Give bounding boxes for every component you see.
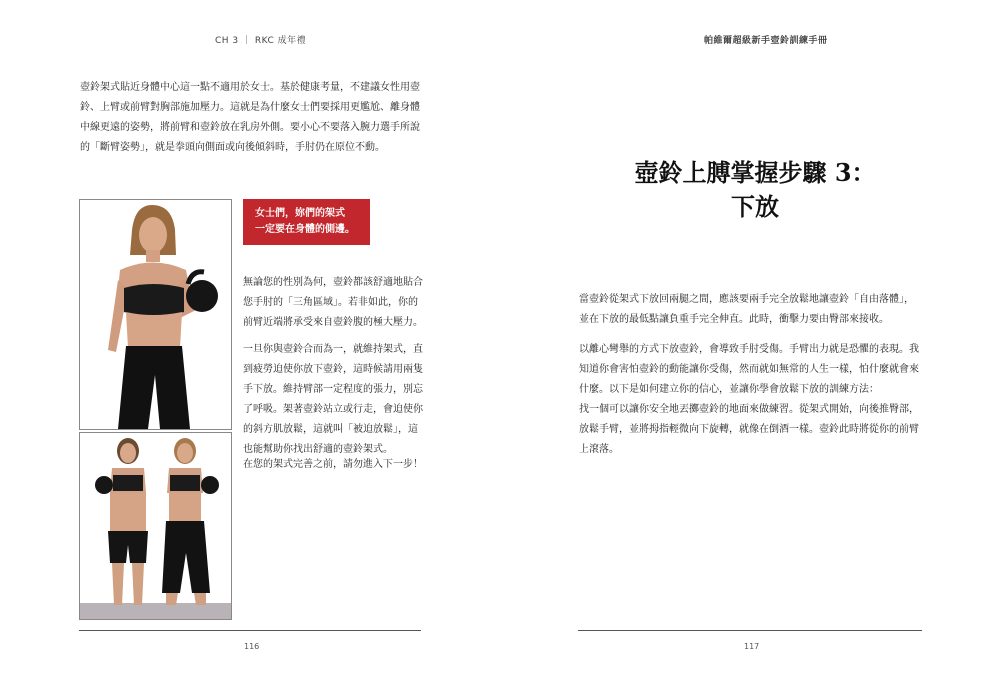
page-number: 117 [744, 642, 760, 651]
woman-racking-kettlebell-image [80, 200, 231, 429]
title-line: 下放 [731, 192, 779, 221]
text-line: 的斜方肌放鬆，這就叫「被迫放鬆」，這 [243, 424, 418, 435]
callout-line: 一定要在身體的側邊。 [255, 224, 355, 235]
two-women-photo [79, 432, 232, 620]
footer-rule [578, 630, 922, 631]
text-line: 以離心彎舉的方式下放壺鈴，會導致手肘受傷。手臂出力就是恐懼的表現。我 [579, 344, 919, 355]
text-line: 並在下放的最低點讓負重手完全伸直。此時，衝擊力要由臀部來接收。 [579, 314, 889, 325]
running-head: 帕維爾超級新手壺鈴訓練手冊 [704, 36, 828, 46]
callout-box [243, 199, 370, 245]
two-women-kettlebell-image [80, 433, 231, 619]
text-line: 壺鈴架式貼近身體中心這一點不適用於女士。基於健康考量，不建議女性用壺 [80, 82, 420, 93]
text-line: 在您的架式完善之前，請勿進入下一步！ [243, 459, 423, 470]
text-line: 前臂近端將承受來自壺鈴腹的極大壓力。 [243, 317, 423, 328]
text-line: 什麼。以下是如何建立你的信心，並讓你學會放鬆下放的訓練方法： [579, 384, 879, 395]
side-paragraph-2 [243, 340, 425, 460]
text-line: 一旦你與壺鈴合而為一，就維持架式，直 [243, 344, 423, 355]
kettlebell-rack-photo [79, 199, 232, 430]
text-line: 當壺鈴從架式下放回兩腿之間，應該要兩手完全放鬆地讓壺鈴「自由落體」， [579, 294, 914, 305]
intro-paragraph [80, 78, 425, 158]
text-line: 手下放。維持臂部一定程度的張力，別忘 [243, 384, 423, 395]
text-line: 也能幫助你找出舒適的壺鈴架式。 [243, 444, 393, 455]
text-line: 到疲勞迫使你放下壺鈴，這時候請用兩隻 [243, 364, 423, 375]
text-line: 上滾落。 [579, 444, 619, 455]
title-line: 壺鈴上膊掌握步驟 3： [634, 158, 876, 187]
footer-rule [79, 630, 421, 631]
side-paragraph-3 [243, 455, 425, 475]
right-page [500, 0, 1000, 684]
text-line: 中線更遠的姿勢，將前臂和壺鈴放在乳房外側。要小心不要落入腕力選手所說 [80, 122, 420, 133]
side-paragraph-1 [243, 273, 425, 333]
text-line: 鈴、上臂或前臂對胸部施加壓力。這就是為什麼女士們要採用更尷尬、離身體 [80, 102, 420, 113]
callout-line: 女士們，妳們的架式 [255, 208, 345, 219]
text-line: 了呼吸。架著壺鈴站立或行走，會迫使你 [243, 404, 423, 415]
paragraph-1 [579, 290, 924, 330]
text-line: 的「斷臂姿勢」，就是拳頭向側面或向後傾斜時，手肘仍在原位不動。 [80, 142, 385, 153]
text-line: 您手肘的「三角區域」。若非如此，你的 [243, 297, 418, 308]
text-line: 知道你會害怕壺鈴的動能讓你受傷，然而就如無常的人生一樣，怕什麼就會來 [579, 364, 919, 375]
text-line: 無論您的性別為何，壺鈴都該舒適地貼合 [243, 277, 423, 288]
page-number: 116 [244, 642, 260, 651]
text-line: 找一個可以讓你安全地丟擲壺鈴的地面來做練習。從架式開始，向後推臀部， [579, 404, 919, 415]
text-line: 放鬆手臂，並將拇指輕微向下旋轉，就像在倒酒一樣。壺鈴此時將從你的前臂 [579, 424, 919, 435]
running-head: CH 3 ｜ RKC 成年禮 [215, 36, 307, 46]
paragraph-2 [579, 340, 924, 460]
section-title [580, 156, 930, 224]
